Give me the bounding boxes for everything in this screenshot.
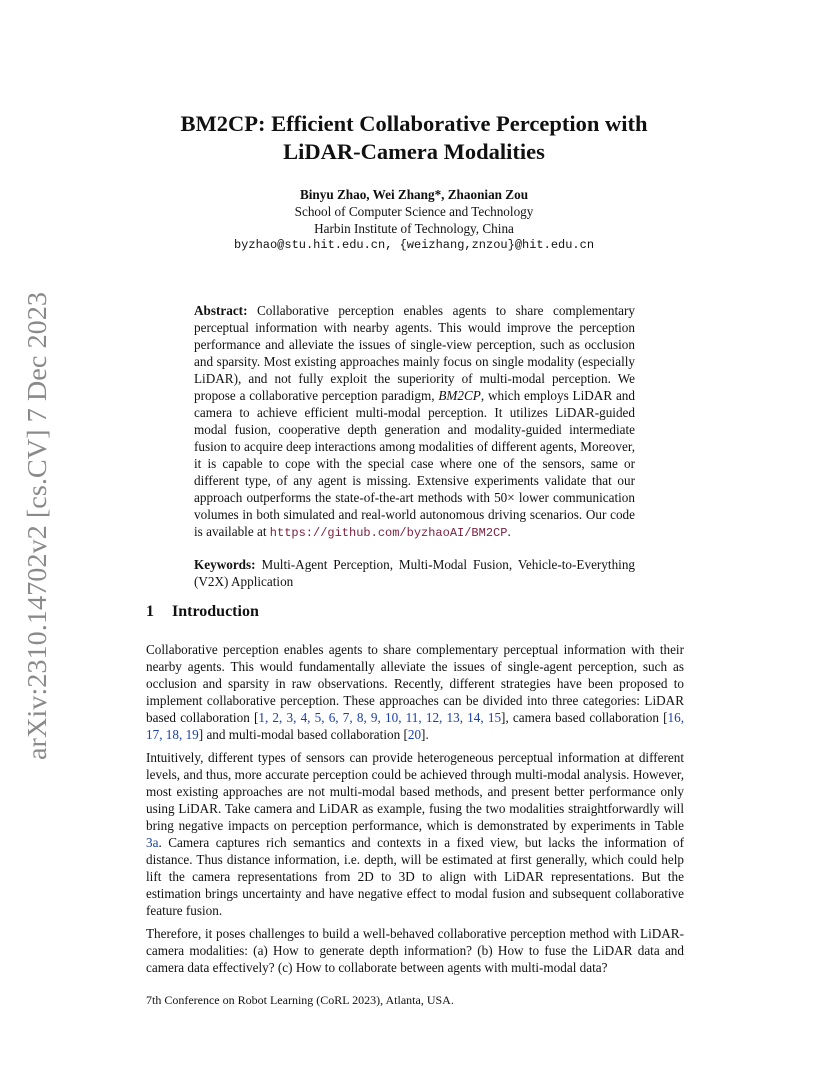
abstract-text-b: , which employs LiDAR and camera to achieve efficient multi-modal perception. It utilizes LiDAR-guided modal fusion, cooperative depth generation and modality-guided intermediate fusion to acquire deep interactions among modalities of different agents, Moreover, it is capable to cope with the special case where one of the sensors, same or different type, of any agent is missing. Extensive experiments validate that our approach outperforms the state-of-the-art methods with 50× lower communication volumes in both simulated and real-world autonomous driving scenarios. Our code is available at [194, 388, 635, 539]
introduction-body [146, 641, 684, 982]
author-emails: byzhao@stu.hit.edu.cn, {weizhang,znzou}@hit.edu.cn [233, 238, 595, 252]
citation-multimodal[interactable]: 20 [407, 727, 422, 742]
title-line-1: BM2CP: Efficient Collaborative Perception with [180, 111, 648, 136]
para1-text-d: ]. [421, 727, 429, 742]
intro-paragraph-3: Therefore, it poses challenges to build a well-behaved collaborative perception method with LiDAR-camera modalities: (a) How to generate depth information? (b) How to fuse the LiDAR data and camera data effectively? (c) How to collaborate between agents with multi-modal data? [146, 926, 684, 975]
arxiv-identifier-text: arXiv:2310.14702v2 [cs.CV] 7 Dec 2023 [22, 313, 52, 760]
arxiv-identifier-graphic [14, 290, 58, 760]
author-block [120, 186, 708, 254]
intro-paragraph-2 [146, 749, 684, 919]
abstract-text-c: . [507, 524, 511, 539]
author-names: Binyu Zhao, Wei Zhang*, Zhaonian Zou [299, 187, 529, 202]
keywords-paragraph [194, 556, 635, 590]
method-name: BM2CP [438, 388, 481, 403]
para2-text-a: Intuitively, different types of sensors can provide heterogeneous perceptual information at different levels, and thus, more accurate perception could be achieved through multi-modal analysis. However, most existing approaches are not multi-modal based methods, and present better performance only using LiDAR. Take camera and LiDAR as example, fusing the two modalities straightforwardly will bring negative impacts on perception performance, which is demonstrated by experiments in Table [146, 750, 684, 833]
abstract-paragraph [194, 302, 635, 542]
section-title: Introduction [172, 603, 259, 620]
para1-text-c: ] and multi-modal based collaboration [ [198, 727, 408, 742]
author-institution: Harbin Institute of Technology, China [314, 221, 514, 236]
title-line-2: LiDAR-Camera Modalities [283, 139, 545, 164]
keywords-text: Multi-Agent Perception, Multi-Modal Fusion, Vehicle-to-Everything (V2X) Application [194, 557, 636, 589]
citation-camera[interactable]: 16, 17, 18, 19 [146, 710, 685, 742]
author-department: School of Computer Science and Technology [294, 204, 534, 219]
abstract-block [194, 302, 635, 590]
para2-text-b: . Camera captures rich semantics and contexts in a fixed view, but lacks the information of distance. Thus distance information, i.e. depth, will be estimated at first generally, which could help lift the camera representations from 2D to 3D to align with LiDAR representations. But the estimation brings uncertainty and have negative effect to modal fusion and subsequent collaborative feature fusion. [146, 835, 684, 918]
para1-text-b: ], camera based collaboration [ [501, 710, 668, 725]
keywords-label: Keywords: [194, 557, 256, 572]
conference-footer: 7th Conference on Robot Learning (CoRL 2023), Atlanta, USA. [146, 993, 454, 1007]
section-number: 1 [146, 603, 154, 620]
abstract-text-a: Collaborative perception enables agents to share complementary perceptual information with nearby agents. This would improve the perception performance and alleviate the issues of single-view perception, such as occlusion and sparsity. Most existing approaches mainly focus on single modality (especially LiDAR), and not fully exploit the superiority of multi-modal perception. We propose a collaborative perception paradigm, [194, 303, 635, 403]
arxiv-identifier [14, 290, 58, 760]
section-heading [146, 603, 259, 621]
abstract-label: Abstract: [194, 303, 248, 318]
table-reference[interactable]: 3a [146, 835, 159, 850]
intro-paragraph-1 [146, 641, 684, 743]
para1-text-a: Collaborative perception enables agents to share complementary perceptual information with their nearby agents. This would fundamentally alleviate the issues of single-agent perception, such as occlusion and sparsity in raw observations. Recently, different strategies have been proposed to implement collaborative perception. These approaches can be divided into three categories: LiDAR based collaboration [ [146, 642, 684, 725]
citation-lidar[interactable]: 1, 2, 3, 4, 5, 6, 7, 8, 9, 10, 11, 12, 13, 14, 15 [258, 710, 502, 725]
code-link[interactable]: https://github.com/byzhaoAI/BM2CP [269, 526, 508, 540]
paper-title [120, 110, 708, 166]
